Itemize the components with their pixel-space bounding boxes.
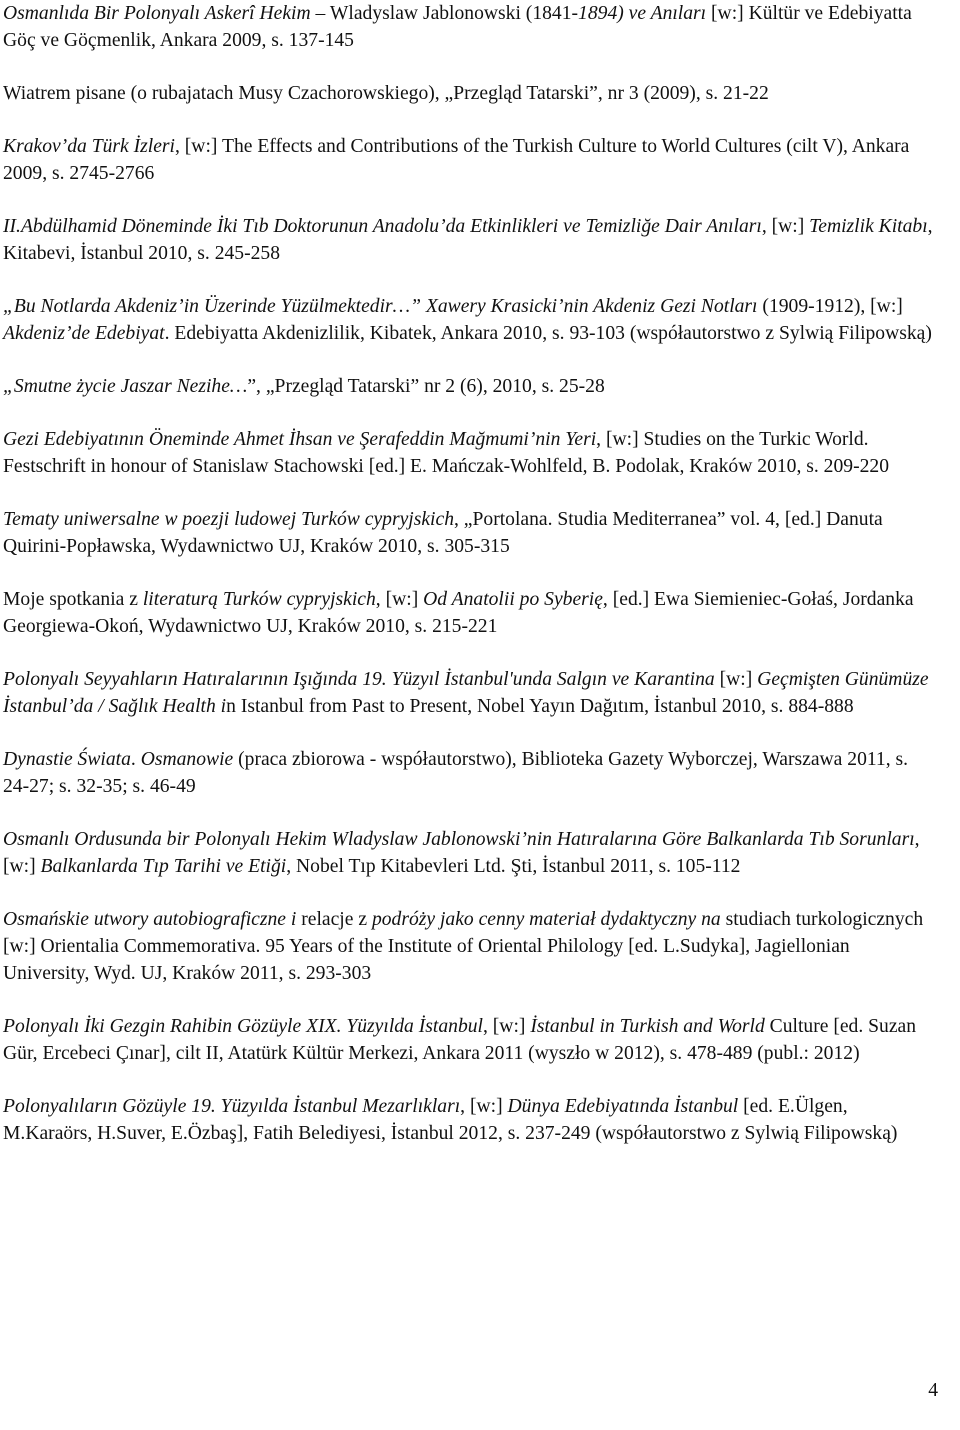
entry-text: Wiatrem pisane (o rubajatach Musy Czachorowskiego), „Przegląd Tatarski”, nr 3 (2009), s. 21-22 bbox=[3, 83, 769, 104]
bibliography-entry-8 bbox=[3, 506, 937, 560]
entry-text: Dynastie Świata bbox=[3, 749, 131, 770]
entry-text: [w:] Kültür ve Edebiyatta Göç ve Göçmenlik, Ankara 2009, s. 137-145 bbox=[3, 3, 912, 51]
entry-text: relacje z bbox=[296, 909, 372, 930]
bibliography-entry-10 bbox=[3, 666, 937, 720]
bibliography-entry-5 bbox=[3, 293, 937, 347]
entry-text: Osmanlıda Bir Polonyalı Askerî Hekim bbox=[3, 3, 311, 24]
entry-text: studiach turkologicznych [w:] Orientalia Commemorativa. 95 Years of the Institute of Oriental Philology [ed. L.Sudyka], Jagiellonian University, Wyd. UJ, Kraków 2011, s. 293-303 bbox=[3, 909, 924, 984]
entry-text: Osmanowie bbox=[140, 749, 234, 770]
bibliography-entry-9 bbox=[3, 586, 937, 640]
entry-text: [ed. E.Ülgen, M.Karaörs, H.Suver, E.Özbaş], Fatih Belediyesi, İstanbul 2012, s. 237-249 (współautorstwo z Sylwią Filipowską) bbox=[3, 1096, 898, 1144]
bibliography-entry-6 bbox=[3, 373, 937, 400]
entry-text: Tematy uniwersalne w poezji ludowej Turków cypryjskich bbox=[3, 509, 454, 530]
entry-text: Temizlik Kitabı bbox=[809, 216, 928, 237]
bibliography-entry-11 bbox=[3, 746, 937, 800]
bibliography-list bbox=[3, 0, 937, 1173]
entry-text: Dünya Edebiyatında İstanbul bbox=[507, 1096, 739, 1117]
entry-text: Od Anatolii po Syberię bbox=[423, 589, 603, 610]
entry-text: , [w:] Studies on the Turkic World. Festschrift in honour of Stanislaw Stachowski [ed.] E. Mańczak-Wohlfeld, B. Podolak, Kraków 2010, s. 209-220 bbox=[3, 429, 889, 477]
entry-text: ”, „Przegląd Tatarski” nr 2 (6), 2010, s. 25-28 bbox=[247, 376, 605, 397]
entry-text: Krakov’da Türk İzleri bbox=[3, 136, 175, 157]
entry-text: , Nobel Tıp Kitabevleri Ltd. Şti, İstanbul 2011, s. 105-112 bbox=[286, 856, 741, 877]
bibliography-entry-15 bbox=[3, 1093, 937, 1147]
entry-text: Polonyalı Seyyahların Hatıralarının Işığında 19. Yüzyıl İstanbul'unda Salgın ve Karantina bbox=[3, 669, 715, 690]
entry-text: Geçmişten Günümüze İstanbul’da / Sağlık Health i bbox=[3, 669, 929, 717]
entry-text: , [w:] bbox=[3, 829, 920, 877]
entry-text: , [w:] bbox=[482, 1016, 531, 1037]
entry-text: , [w:] bbox=[761, 216, 810, 237]
bibliography-entry-1 bbox=[3, 0, 937, 54]
entry-text: II.Abdülhamid Döneminde İki Tıb Doktorunun Anadolu’da Etkinlikleri ve Temizliğe Dair Anıları bbox=[3, 216, 762, 237]
entry-text: Polonyalıların Gözüyle 19. Yüzyılda İstanbul Mezarlıkları bbox=[3, 1096, 461, 1117]
entry-text: Akdeniz’de Edebiyat bbox=[3, 323, 165, 344]
bibliography-entry-12 bbox=[3, 826, 937, 880]
entry-text: – Wladyslaw Jablonowski (1841- bbox=[310, 3, 579, 24]
entry-text: n Istanbul from Past to Present, Nobel Yayın Dağıtım, İstanbul 2010, s. 884-888 bbox=[226, 696, 854, 717]
entry-text: Osmanlı Ordusunda bir Polonyalı Hekim Wladyslaw Jablonowski’nin Hatıralarına Göre Balkanlarda Tıb Sorunları bbox=[3, 829, 915, 850]
entry-text: 1894) ve Anıları bbox=[578, 3, 707, 24]
entry-text: Polonyalı İki Gezgin Rahibin Gözüyle XIX. Yüzyılda İstanbul bbox=[3, 1016, 483, 1037]
bibliography-entry-13 bbox=[3, 906, 937, 987]
entry-text: , [w:] bbox=[460, 1096, 508, 1117]
entry-text: . bbox=[130, 749, 141, 770]
entry-text: , [ed.] Ewa Siemieniec-Gołaś, Jordanka Georgiewa-Okoń, Wydawnictwo UJ, Kraków 2010, s. 215-221 bbox=[3, 589, 914, 637]
entry-text: [w:] bbox=[714, 669, 758, 690]
entry-text: , [w:] bbox=[375, 589, 424, 610]
entry-text: Culture [ed. Suzan Gür, Ercebeci Çınar], cilt II, Atatürk Kültür Merkezi, Ankara 2011 (wyszło w 2012), s. 478-489 (publ.: 2012) bbox=[3, 1016, 917, 1064]
bibliography-entry-7 bbox=[3, 426, 937, 480]
entry-text: Moje spotkania z bbox=[3, 589, 143, 610]
entry-text: podróży jako cenny materiał dydaktyczny na bbox=[371, 909, 721, 930]
bibliography-entry-14 bbox=[3, 1013, 937, 1067]
entry-text: İstanbul in Turkish and World bbox=[530, 1016, 765, 1037]
entry-text: literaturą Turków cypryjskich bbox=[142, 589, 376, 610]
entry-text: (praca zbiorowa - współautorstwo), Biblioteka Gazety Wyborczej, Warszawa 2011, s. 24-27; s. 32-35; s. 46-49 bbox=[3, 749, 909, 797]
bibliography-entry-2 bbox=[3, 80, 937, 107]
bibliography-entry-4 bbox=[3, 213, 937, 267]
entry-text: „Bu Notlarda Akdeniz’in Üzerinde Yüzülmektedir…” Xawery Krasicki’nin Akdeniz Gezi Notları bbox=[3, 296, 758, 317]
entry-text: Gezi Edebiyatının Öneminde Ahmet İhsan ve Şerafeddin Mağmumi’nin Yeri bbox=[3, 429, 597, 450]
entry-text: „Smutne życie Jaszar Nezihe… bbox=[3, 376, 248, 397]
entry-text: , [w:] The Effects and Contributions of the Turkish Culture to World Cultures (cilt V), Ankara 2009, s. 2745-2766 bbox=[3, 136, 910, 184]
entry-text: (1909-1912), [w:] bbox=[757, 296, 903, 317]
page-number: 4 bbox=[928, 1380, 938, 1401]
entry-text: Osmańskie utwory autobiograficzne i bbox=[3, 909, 297, 930]
entry-text: . Edebiyatta Akdenizlilik, Kibatek, Ankara 2010, s. 93-103 (współautorstwo z Sylwią Filipowską) bbox=[164, 323, 932, 344]
bibliography-entry-3 bbox=[3, 133, 937, 187]
entry-text: Balkanlarda Tıp Tarihi ve Etiği bbox=[40, 856, 287, 877]
entry-text: , „Portolana. Studia Mediterranea” vol. 4, [ed.] Danuta Quirini-Popławska, Wydawnictwo UJ, Kraków 2010, s. 305-315 bbox=[3, 509, 883, 557]
entry-text: , Kitabevi, İstanbul 2010, s. 245-258 bbox=[3, 216, 933, 264]
